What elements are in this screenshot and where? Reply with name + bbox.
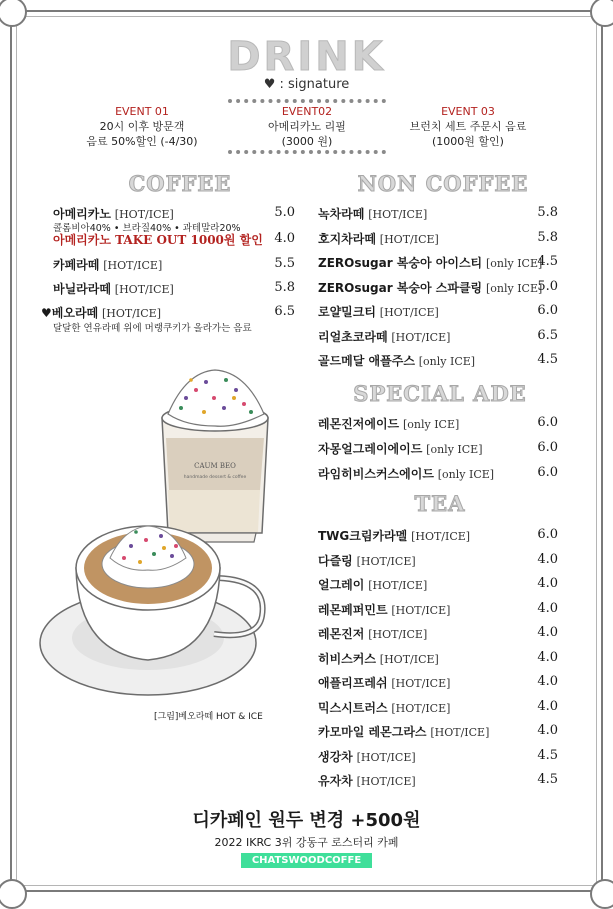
item-price: 4.5 [537, 352, 558, 367]
menu-item [318, 205, 558, 225]
item-option: [HOT/ICE] [356, 750, 416, 764]
item-name: ZEROsugar 복숭아 아이스티 [318, 256, 483, 270]
item-option: [HOT/ICE] [114, 208, 174, 221]
item-price: 4.0 [537, 674, 558, 689]
menu-item [318, 440, 558, 460]
item-name: ZEROsugar 복숭아 스파클링 [318, 280, 483, 295]
frame-corner-ornament [0, 879, 27, 909]
item-name: 자몽얼그레이에이드 [318, 442, 423, 456]
divider-dots [228, 150, 386, 154]
item-name: 리얼초코라떼 [318, 329, 388, 344]
item-name: 히비스커스 [318, 651, 376, 666]
signature-legend [0, 77, 613, 92]
section-title-special-ade: SPECIAL ADE [353, 381, 527, 406]
divider-dots [228, 99, 386, 103]
item-option: [HOT/ICE] [368, 628, 428, 641]
item-name: 바닐라라떼 [53, 282, 111, 296]
item-option: [HOT/ICE] [114, 283, 174, 296]
signature-label: : signature [279, 77, 350, 92]
item-price: 4.5 [537, 772, 558, 787]
item-option: [only ICE] [485, 281, 543, 295]
section-title-tea: TEA [414, 491, 466, 516]
item-option: [HOT/ICE] [430, 726, 490, 739]
item-option: [HOT/ICE] [379, 232, 439, 246]
item-price: 6.0 [537, 465, 558, 480]
item-option: [only ICE] [437, 468, 495, 481]
menu-item [318, 230, 558, 250]
event-label: EVENT 03 [441, 105, 495, 118]
menu-item [318, 601, 558, 621]
item-option: [HOT/ICE] [103, 259, 163, 272]
item-price: 5.8 [537, 229, 558, 245]
menu-item [318, 328, 558, 348]
item-price: 6.0 [537, 303, 558, 318]
menu-item [318, 772, 558, 792]
item-price: 4.0 [537, 625, 558, 640]
item-price: 5.8 [274, 280, 295, 295]
item-name: 애플리프레쉬 [318, 676, 388, 690]
event-line: 아메리카노 리필 [268, 120, 346, 133]
item-name: 레몬진저 [318, 627, 365, 641]
item-name: 얼그레이 [318, 578, 365, 592]
beo-latte-illustration [36, 368, 296, 704]
item-option: [HOT/ICE] [368, 208, 428, 221]
promo-text: 아메리카노 TAKE OUT 1000원 할인 [53, 233, 263, 247]
item-name: 로얄밀크티 [318, 305, 376, 319]
menu-item [318, 748, 558, 768]
item-name: 다즐링 [318, 553, 353, 568]
iced-glass-illustration [162, 370, 268, 542]
menu-item [318, 723, 558, 743]
item-name: TWG크림카라멜 [318, 529, 408, 543]
item-option: [HOT/ICE] [391, 603, 451, 617]
menu-item [318, 303, 558, 323]
item-price: 6.0 [537, 527, 558, 542]
item-price: 4.0 [537, 723, 558, 738]
item-description: 콜롬비아40% • 브라질40% • 과테말라20% [53, 223, 241, 234]
item-name: 라임히비스커스에이드 [318, 467, 434, 481]
item-option: [HOT/ICE] [368, 579, 428, 592]
item-name: 생강차 [318, 749, 353, 764]
item-option: [only ICE] [426, 443, 483, 456]
menu-item [318, 279, 558, 299]
item-name: 호지차라떼 [318, 231, 376, 246]
menu-item [318, 576, 558, 596]
menu-item [318, 254, 558, 274]
item-option: [HOT/ICE] [379, 652, 439, 666]
item-price: 5.0 [274, 205, 295, 220]
item-option: [HOT/ICE] [101, 307, 161, 320]
item-price: 6.0 [537, 415, 558, 430]
promo-item [53, 231, 295, 251]
item-option: [HOT/ICE] [391, 330, 451, 344]
item-price: 5.5 [274, 256, 295, 271]
event-line: 브런치 세트 주문시 음료 [409, 120, 527, 133]
item-price: 6.5 [537, 327, 558, 343]
menu-item [318, 465, 558, 485]
section-title-coffee: COFFEE [128, 171, 232, 196]
item-name: 카페라떼 [53, 258, 100, 272]
item-name: 유자차 [318, 774, 353, 788]
event-label: EVENT02 [281, 105, 333, 118]
item-name: 레몬페퍼민트 [318, 602, 388, 617]
glass-logo-subtext: handmade dessert & coffee [183, 475, 247, 480]
item-name: 믹스시트러스 [318, 700, 388, 715]
item-price: 4.0 [537, 600, 558, 616]
item-name: 카모마일 레몬그라스 [318, 725, 427, 739]
menu-item [318, 415, 558, 435]
event-line: 20시 이후 방문객 [99, 120, 185, 133]
menu-item [53, 256, 295, 276]
item-price: 4.5 [537, 747, 558, 763]
illustration-caption: [그림]베오라떼 HOT & ICE [154, 712, 263, 722]
event-line: (1000원 할인) [432, 135, 504, 148]
item-option: [HOT/ICE] [379, 306, 439, 319]
item-name: 베오라떼 [51, 306, 99, 320]
section-title-non-coffee: NON COFFEE [357, 171, 529, 196]
menu-item [53, 280, 295, 300]
menu-item [318, 527, 558, 547]
item-price: 4.0 [537, 698, 558, 714]
item-option: [HOT/ICE] [356, 775, 416, 788]
item-option: [only ICE] [485, 257, 543, 270]
item-price: 4.5 [537, 254, 558, 269]
item-price: 4.0 [537, 551, 558, 567]
decaf-notice: 디카페인 원두 변경 +500원 [192, 810, 421, 831]
award-text: 2022 IKRC 3위 강동구 로스터리 카페 [214, 836, 399, 849]
event-01 [52, 104, 232, 149]
item-price: 6.5 [274, 304, 295, 319]
menu-item [318, 625, 558, 645]
menu-item [318, 674, 558, 694]
item-name: 레몬진저에이드 [318, 417, 400, 431]
item-option: [only ICE] [402, 418, 460, 431]
item-option: [only ICE] [418, 355, 476, 368]
item-price: 5.8 [537, 205, 558, 220]
item-option: [HOT/ICE] [411, 530, 471, 543]
item-price: 4.0 [274, 231, 295, 246]
item-option: [HOT/ICE] [391, 677, 451, 690]
page-title: DRINK [227, 34, 386, 80]
event-03 [378, 104, 558, 149]
item-price: 5.0 [537, 278, 558, 294]
brand-badge: CHATSWOODCOFFE [241, 853, 372, 868]
item-price: 6.0 [537, 440, 558, 455]
frame-corner-ornament [590, 879, 613, 909]
item-option: [HOT/ICE] [391, 701, 451, 715]
hot-cup-illustration [40, 526, 263, 695]
heart-icon: ♥ [263, 77, 276, 92]
event-line: 음료 50%할인 (-4/30) [86, 135, 198, 148]
menu-item [318, 352, 558, 372]
event-line: (3000 원) [281, 135, 333, 148]
item-name: 녹차라떼 [318, 207, 365, 221]
menu-item [318, 552, 558, 572]
item-description: 달달한 연유라떼 위에 머랭쿠키가 올라가는 음료 [53, 323, 252, 334]
item-price: 4.0 [537, 649, 558, 665]
item-name: 골드메달 애플주스 [318, 354, 415, 368]
menu-item [318, 650, 558, 670]
menu-item [318, 699, 558, 719]
item-name: 아메리카노 [53, 207, 111, 221]
heart-icon: ♥ [41, 306, 52, 320]
event-02 [217, 104, 397, 149]
item-option: [HOT/ICE] [356, 554, 416, 568]
item-price: 4.0 [537, 576, 558, 591]
event-label: EVENT 01 [115, 105, 169, 118]
glass-logo-text: CAUM BEO [194, 462, 236, 470]
